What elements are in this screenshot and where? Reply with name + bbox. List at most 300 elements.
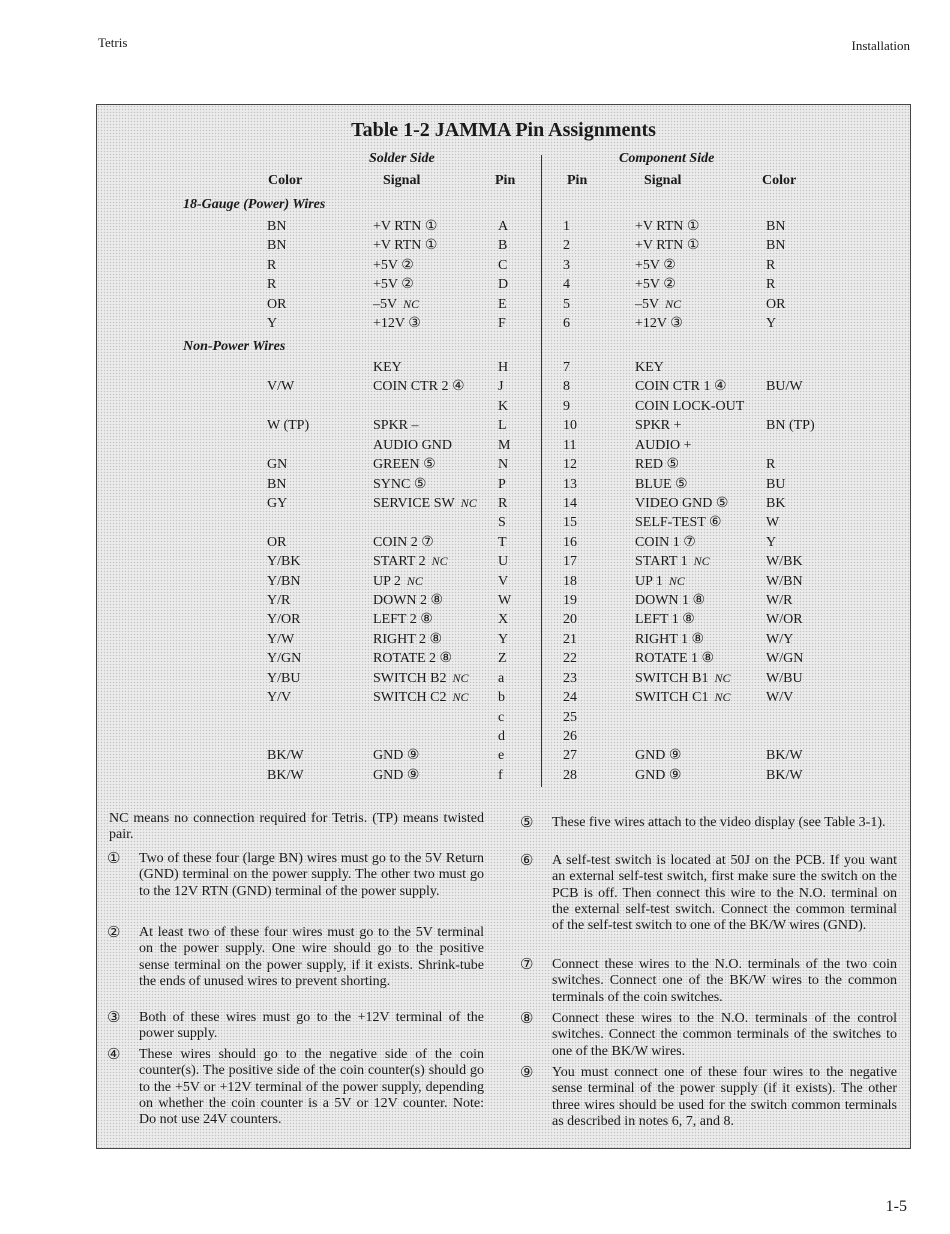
component-pin-cell (563, 456, 577, 473)
component-signal-text: RED ⑤ (635, 457, 680, 473)
no-connection-mark: NC (403, 296, 420, 311)
component-color-cell (766, 689, 793, 706)
solder-pin-cell (498, 689, 505, 706)
solder-signal-cell (373, 296, 419, 313)
solder-pin-text: Y (498, 631, 509, 647)
component-pin-text: 21 (563, 631, 577, 647)
solder-color-cell (267, 456, 287, 473)
component-signal-cell (635, 670, 731, 687)
component-pin-cell (563, 728, 577, 745)
solder-pin-text: H (498, 360, 509, 375)
component-pin-cell (563, 514, 577, 531)
component-pin-cell (563, 359, 570, 376)
solder-color-text: OR (267, 534, 287, 550)
solder-signal-text: GND ⑨ (373, 767, 420, 783)
component-color-cell (766, 476, 785, 493)
component-signal-text: GND ⑨ (635, 767, 682, 783)
solder-color-cell (267, 257, 276, 274)
solder-signal-cell (373, 611, 433, 628)
solder-signal-cell (373, 767, 419, 784)
no-connection-mark: NC (452, 670, 469, 685)
component-color-cell (766, 767, 803, 784)
solder-pin-cell (498, 514, 506, 531)
component-color-cell (766, 650, 803, 667)
solder-pin-cell (498, 218, 508, 235)
solder-pin-text: f (498, 767, 503, 783)
component-color-text: W/BK (766, 554, 803, 570)
component-signal-cell (635, 276, 676, 293)
component-color-text: W/OR (766, 612, 803, 628)
solder-pin-cell (498, 728, 505, 745)
solder-signal-text: RIGHT 2 ⑧ (373, 631, 443, 647)
solder-color-cell (267, 553, 300, 570)
component-color-text: Y (766, 316, 777, 331)
component-signal-text: COIN 1 ⑦ (635, 534, 696, 550)
component-pin-text: 8 (563, 379, 570, 395)
solder-color-header: Color (268, 173, 303, 188)
solder-pin-cell (498, 476, 506, 493)
component-signal-cell (635, 315, 683, 332)
solder-color-text: Y/BU (267, 670, 301, 686)
component-color-cell (766, 296, 785, 313)
component-color-cell (766, 573, 803, 590)
solder-color-text: BN (267, 238, 287, 254)
solder-pin-cell (498, 573, 508, 590)
page-number: 1-5 (885, 1198, 907, 1215)
no-connection-mark: NC (714, 690, 731, 705)
solder-signal-header: Signal (383, 173, 421, 188)
component-color-cell (766, 592, 792, 609)
no-connection-mark: NC (431, 554, 448, 569)
solder-signal-cell (373, 237, 437, 254)
component-pin-cell (563, 747, 577, 764)
component-pin-text: 5 (563, 296, 570, 312)
solder-signal-text: SWITCH C2 (373, 690, 447, 706)
component-pin-cell (563, 689, 577, 706)
solder-color-text: OR (267, 296, 287, 312)
component-color-cell (766, 747, 803, 764)
component-pin-text: 14 (563, 495, 577, 511)
component-color-text: R (766, 277, 776, 293)
component-pin-text: 17 (563, 554, 577, 570)
component-signal-cell (635, 747, 681, 764)
footnote (520, 957, 897, 1006)
component-pin-text: 7 (563, 360, 570, 375)
notes-intro: NC means no connection required for Tetris. (TP) means twisted pair. (109, 811, 484, 843)
component-signal-cell (635, 514, 722, 531)
component-signal-cell (635, 218, 699, 235)
no-connection-mark: NC (460, 495, 477, 510)
component-color-text: W/Y (766, 631, 794, 647)
solder-signal-text: START 2 (373, 554, 426, 570)
component-color-header: Color (762, 173, 797, 188)
solder-signal-text: COIN 2 ⑦ (373, 534, 434, 550)
solder-pin-cell (498, 747, 504, 764)
solder-signal-cell (373, 276, 414, 293)
solder-pin-cell (498, 296, 507, 313)
component-pin-cell (563, 315, 570, 332)
solder-color-cell (267, 631, 294, 648)
solder-signal-cell (373, 257, 414, 274)
solder-color-cell (267, 476, 286, 493)
solder-pin-cell (498, 495, 507, 512)
solder-signal-cell (373, 592, 443, 609)
component-pin-text: 28 (563, 767, 577, 783)
component-signal-cell (635, 631, 704, 648)
component-pin-cell (563, 553, 577, 570)
component-pin-cell (563, 534, 577, 551)
solder-pin-cell (498, 437, 510, 454)
component-signal-cell (635, 534, 696, 551)
component-signal-text: GND ⑨ (635, 748, 682, 764)
solder-color-cell (267, 237, 286, 254)
solder-signal-cell (373, 437, 452, 454)
component-signal-text: START 1 (635, 554, 688, 570)
footnote-text: Both of these wires must go to the +12V terminal of the power supply. (139, 1010, 484, 1042)
component-signal-text: SELF-TEST ⑥ (635, 515, 722, 531)
component-pin-text: 26 (563, 728, 577, 744)
component-pin-cell (563, 631, 577, 648)
solder-pin-text: M (498, 437, 511, 453)
component-pin-text: 3 (563, 257, 570, 273)
component-color-cell (766, 378, 803, 395)
no-connection-mark: NC (693, 554, 710, 569)
solder-pin-text: L (498, 418, 507, 434)
component-side-label: Component Side (619, 151, 715, 166)
component-signal-cell (635, 359, 664, 376)
footnote-number: ④ (107, 1047, 121, 1063)
solder-color-text: Y/V (267, 690, 292, 706)
solder-color-text: BN (267, 476, 287, 492)
component-color-text: BK (766, 495, 786, 511)
component-signal-cell (635, 476, 688, 493)
component-signal-text: SPKR + (635, 418, 682, 434)
component-pin-text: 20 (563, 612, 577, 628)
solder-pin-cell (498, 378, 503, 395)
solder-color-text: Y/W (267, 631, 295, 647)
solder-side-label: Solder Side (369, 151, 435, 166)
solder-pin-text: P (498, 476, 506, 492)
component-color-text: W/V (766, 690, 794, 706)
component-pin-header: Pin (567, 173, 588, 188)
solder-pin-cell (498, 534, 507, 551)
component-color-cell (766, 456, 775, 473)
solder-pin-text: D (498, 277, 509, 293)
component-pin-text: 15 (563, 515, 577, 531)
component-pin-text: 10 (563, 418, 577, 434)
solder-color-cell (267, 315, 277, 332)
component-signal-text: RIGHT 1 ⑧ (635, 631, 705, 647)
solder-color-cell (267, 670, 300, 687)
solder-pin-text: Z (498, 651, 507, 667)
running-header-left: Tetris (98, 35, 128, 50)
component-color-text: BK/W (766, 748, 803, 764)
solder-pin-text: V (498, 573, 509, 589)
solder-signal-cell (373, 631, 442, 648)
component-signal-cell (635, 689, 731, 706)
footnote-text: Connect these wires to the N.O. terminals of the control switches. Connect the common terminals of the switches to one of the BK/W wires. (552, 1011, 897, 1059)
component-pin-cell (563, 476, 577, 493)
component-color-text: BU/W (766, 379, 803, 395)
component-signal-text: AUDIO + (635, 437, 692, 453)
footnote-text: These five wires attach to the video display (see Table 3-1). (552, 815, 886, 830)
footnote (520, 1065, 897, 1130)
footnote (520, 853, 897, 934)
footnote-number: ③ (107, 1010, 121, 1026)
no-connection-mark: NC (452, 690, 469, 705)
solder-pin-cell (498, 553, 508, 570)
solder-signal-cell (373, 553, 448, 570)
side-divider (541, 155, 542, 787)
component-signal-text: +V RTN ① (635, 219, 700, 234)
footnote-text: A self-test switch is located at 50J on the PCB. If you want an external self-test switch, first make sure the switch on the PCB is off. Then connect this wire to the N.O. terminal on the external self-test switch. Connect the common terminal of the self-test switch to one of the BK/W wires (GND). (552, 853, 897, 934)
component-signal-text: LEFT 1 ⑧ (635, 612, 695, 628)
no-connection-mark: NC (668, 573, 685, 588)
solder-pin-text: J (498, 379, 504, 395)
footnote-number: ⑨ (520, 1065, 534, 1081)
component-color-text: OR (766, 296, 786, 312)
footnote-text: You must connect one of these four wires to the negative sense terminal of the power supply (if it exists). The other three wires should be used for the switch common terminals as described in notes 6, 7, and 8. (552, 1065, 897, 1129)
component-color-text: W/BN (766, 573, 803, 589)
footnote (107, 925, 484, 990)
component-signal-text: KEY (635, 360, 664, 375)
solder-signal-cell (373, 650, 452, 667)
solder-pin-text: X (498, 612, 509, 628)
component-color-cell (766, 670, 803, 687)
solder-color-text: W (TP) (267, 418, 310, 434)
solder-pin-text: A (498, 219, 509, 234)
component-pin-text: 19 (563, 593, 577, 609)
solder-color-cell (267, 747, 304, 764)
component-color-text: W/BU (766, 670, 803, 686)
solder-signal-text: +12V ③ (373, 316, 421, 331)
component-color-cell (766, 315, 776, 332)
component-pin-text: 4 (563, 277, 570, 293)
solder-pin-cell (498, 611, 508, 628)
component-pin-text: 1 (563, 219, 570, 234)
solder-pin-text: T (498, 534, 507, 550)
solder-color-text: Y (267, 316, 278, 331)
solder-pin-cell (498, 359, 508, 376)
component-signal-text: +5V ② (635, 257, 676, 273)
component-signal-text: ROTATE 1 ⑧ (635, 651, 715, 667)
component-color-cell (766, 611, 803, 628)
component-color-text: R (766, 457, 776, 473)
component-pin-text: 11 (563, 437, 577, 453)
solder-signal-cell (373, 573, 423, 590)
solder-pin-text: K (498, 398, 509, 414)
group-nonpower-label: Non-Power Wires (183, 339, 286, 354)
solder-signal-text: SERVICE SW (373, 495, 455, 511)
no-connection-mark: NC (714, 670, 731, 685)
footnote-number: ① (107, 851, 121, 867)
component-pin-text: 2 (563, 238, 570, 254)
solder-color-text: V/W (267, 379, 295, 395)
solder-color-cell (267, 534, 286, 551)
footnote-number: ⑧ (520, 1011, 534, 1027)
solder-color-text: GN (267, 457, 288, 473)
solder-signal-cell (373, 359, 402, 376)
running-header-right: Installation (851, 38, 910, 53)
solder-signal-cell (373, 476, 426, 493)
solder-pin-text: a (498, 670, 505, 686)
component-signal-cell (635, 456, 679, 473)
solder-signal-cell (373, 534, 434, 551)
component-pin-text: 24 (563, 690, 577, 706)
no-connection-mark: NC (665, 296, 682, 311)
component-pin-cell (563, 709, 577, 726)
component-pin-cell (563, 398, 570, 415)
component-pin-text: 6 (563, 316, 570, 331)
footnote-text: Two of these four (large BN) wires must go to the 5V Return (GND) terminal on the power supply. The other two must go to the 12V RTN (GND) terminal of the power supply. (139, 851, 484, 899)
solder-color-cell (267, 495, 287, 512)
solder-signal-cell (373, 495, 477, 512)
solder-signal-cell (373, 315, 421, 332)
solder-pin-cell (498, 592, 511, 609)
component-pin-cell (563, 495, 577, 512)
component-signal-cell (635, 296, 681, 313)
component-pin-text: 22 (563, 651, 577, 667)
solder-color-cell (267, 218, 286, 235)
component-signal-header: Signal (644, 173, 682, 188)
solder-signal-cell (373, 378, 465, 395)
component-signal-cell (635, 592, 705, 609)
footnote (107, 1010, 484, 1043)
component-pin-cell (563, 276, 570, 293)
component-pin-cell (563, 378, 570, 395)
component-color-cell (766, 417, 815, 434)
footnote-number: ⑤ (520, 815, 534, 831)
solder-color-text: Y/R (267, 593, 291, 609)
component-pin-cell (563, 296, 570, 313)
component-pin-text: 25 (563, 709, 577, 725)
solder-signal-text: GREEN ⑤ (373, 457, 436, 473)
solder-signal-text: KEY (373, 360, 402, 375)
solder-pin-cell (498, 670, 504, 687)
component-signal-text: DOWN 1 ⑧ (635, 593, 706, 609)
component-pin-cell (563, 237, 570, 254)
solder-pin-text: B (498, 238, 508, 254)
pin-assignment-box (96, 104, 911, 1149)
footnote-number: ② (107, 925, 121, 941)
solder-signal-text: SWITCH B2 (373, 670, 447, 686)
solder-color-cell (267, 296, 286, 313)
solder-pin-cell (498, 257, 507, 274)
solder-signal-cell (373, 747, 419, 764)
solder-signal-text: +5V ② (373, 257, 414, 273)
component-color-text: W/R (766, 593, 793, 609)
component-pin-cell (563, 767, 577, 784)
solder-signal-text: +V RTN ① (373, 219, 438, 234)
solder-color-text: Y/OR (267, 612, 301, 628)
solder-color-text: Y/BN (267, 573, 301, 589)
component-pin-text: 27 (563, 748, 577, 764)
component-pin-cell (563, 650, 577, 667)
component-pin-text: 12 (563, 457, 577, 473)
solder-color-text: BN (267, 219, 287, 234)
component-color-cell (766, 631, 793, 648)
solder-pin-text: N (498, 457, 509, 473)
solder-pin-cell (498, 650, 507, 667)
solder-pin-text: W (498, 593, 512, 609)
group-power-label: 18-Gauge (Power) Wires (183, 197, 326, 212)
footnote-text: Connect these wires to the N.O. terminals of the two coin switches. Connect one of the BK/W wires to the common terminals of the coin switches. (552, 957, 897, 1005)
component-pin-cell (563, 417, 577, 434)
component-color-cell (766, 534, 776, 551)
component-pin-cell (563, 437, 576, 454)
component-color-cell (766, 514, 779, 531)
component-signal-cell (635, 573, 685, 590)
footnote (107, 851, 484, 900)
component-signal-text: VIDEO GND ⑤ (635, 495, 729, 511)
solder-color-text: BK/W (267, 767, 304, 783)
solder-pin-header: Pin (495, 173, 516, 188)
component-color-cell (766, 553, 803, 570)
footnote (520, 1011, 897, 1060)
solder-signal-text: DOWN 2 ⑧ (373, 593, 444, 609)
solder-color-text: R (267, 277, 277, 293)
solder-color-cell (267, 573, 300, 590)
solder-signal-cell (373, 670, 469, 687)
solder-pin-text: c (498, 709, 505, 725)
solder-color-cell (267, 767, 304, 784)
component-signal-cell (635, 257, 676, 274)
solder-pin-text: b (498, 690, 505, 706)
footnote-number: ⑦ (520, 957, 534, 973)
solder-signal-cell (373, 417, 419, 434)
component-signal-cell (635, 237, 699, 254)
component-pin-cell (563, 592, 577, 609)
solder-signal-text: ROTATE 2 ⑧ (373, 651, 453, 667)
solder-signal-text: +5V ② (373, 277, 414, 293)
solder-color-cell (267, 276, 276, 293)
component-signal-cell (635, 378, 727, 395)
component-pin-text: 23 (563, 670, 577, 686)
solder-pin-cell (498, 237, 507, 254)
solder-signal-text: UP 2 (373, 573, 401, 589)
component-pin-text: 13 (563, 476, 577, 492)
component-pin-cell (563, 573, 577, 590)
solder-color-cell (267, 378, 294, 395)
no-connection-mark: NC (406, 573, 423, 588)
solder-pin-text: S (498, 515, 506, 531)
solder-pin-text: e (498, 748, 505, 764)
component-color-text: BN (TP) (766, 418, 815, 434)
component-signal-text: +5V ② (635, 277, 676, 293)
component-pin-cell (563, 257, 570, 274)
solder-pin-cell (498, 315, 506, 332)
component-color-text: W (766, 515, 780, 531)
solder-color-cell (267, 689, 291, 706)
solder-color-text: GY (267, 495, 288, 511)
component-signal-cell (635, 650, 714, 667)
component-signal-cell (635, 417, 681, 434)
component-color-text: BU (766, 476, 786, 492)
component-signal-text: SWITCH B1 (635, 670, 709, 686)
component-color-text: BK/W (766, 767, 803, 783)
solder-pin-text: d (498, 728, 505, 744)
solder-signal-text: +V RTN ① (373, 238, 438, 254)
component-pin-cell (563, 670, 577, 687)
footnote (107, 1047, 484, 1128)
component-signal-text: +V RTN ① (635, 238, 700, 254)
component-signal-text: +12V ③ (635, 316, 683, 331)
solder-signal-text: COIN CTR 2 ④ (373, 379, 465, 395)
solder-pin-cell (498, 631, 508, 648)
solder-signal-text: GND ⑨ (373, 748, 420, 764)
solder-pin-cell (498, 456, 508, 473)
solder-pin-cell (498, 767, 503, 784)
